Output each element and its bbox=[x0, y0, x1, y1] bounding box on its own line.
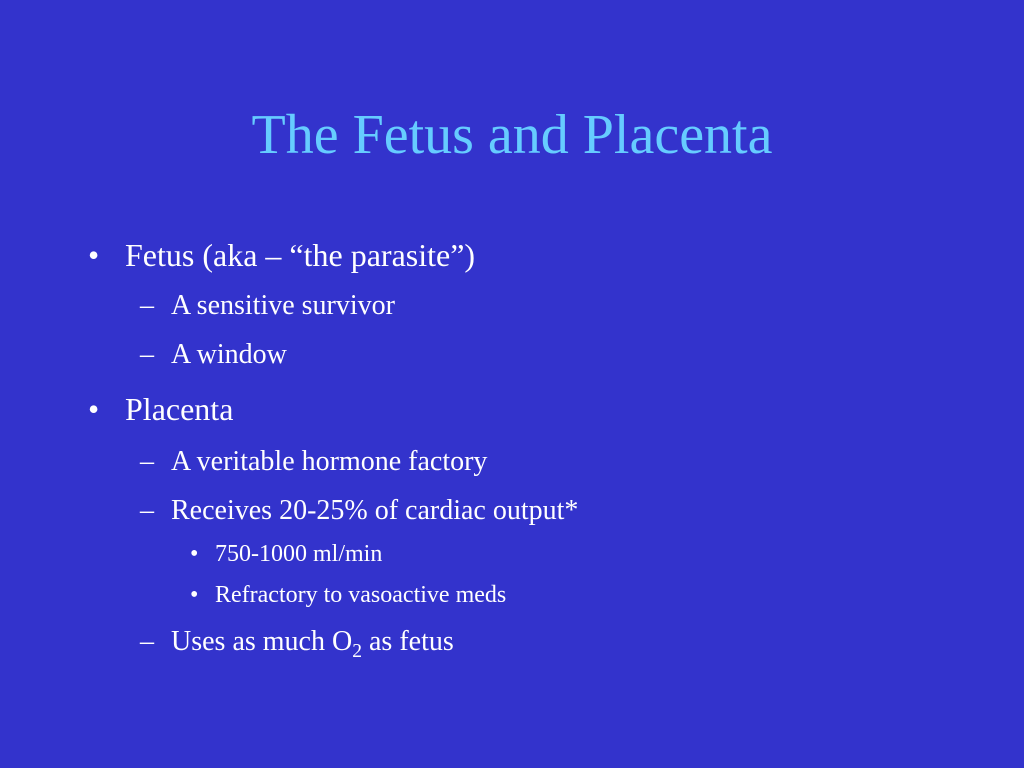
sub-item-text bbox=[171, 625, 454, 662]
small-bullet-marker: • bbox=[190, 582, 199, 608]
sub-sub-item-text: Refractory to vasoactive meds bbox=[215, 582, 507, 608]
sub-sub-item-text: 750-1000 ml/min bbox=[215, 541, 383, 567]
dash-marker: – bbox=[140, 446, 154, 477]
oxygen-text-suffix: as fetus bbox=[362, 626, 454, 657]
bullet-text: Fetus (aka – “the parasite”) bbox=[125, 237, 476, 273]
dash-marker: – bbox=[140, 495, 154, 526]
bullet-marker: • bbox=[88, 391, 100, 427]
sub-item-text: Receives 20-25% of cardiac output* bbox=[171, 495, 579, 526]
oxygen-subscript: 2 bbox=[352, 640, 362, 662]
bullet-text: Placenta bbox=[125, 391, 234, 427]
sub-item-text: A sensitive survivor bbox=[171, 290, 395, 321]
slide-title: The Fetus and Placenta bbox=[251, 104, 773, 166]
small-bullet-marker: • bbox=[190, 541, 199, 567]
sub-item-text: A veritable hormone factory bbox=[171, 446, 488, 477]
sub-item-text: A window bbox=[171, 339, 287, 370]
dash-marker: – bbox=[140, 339, 154, 370]
dash-marker: – bbox=[140, 626, 154, 657]
bullet-marker: • bbox=[88, 237, 100, 273]
dash-marker: – bbox=[140, 290, 154, 321]
oxygen-text-prefix: Uses as much O bbox=[171, 626, 353, 657]
